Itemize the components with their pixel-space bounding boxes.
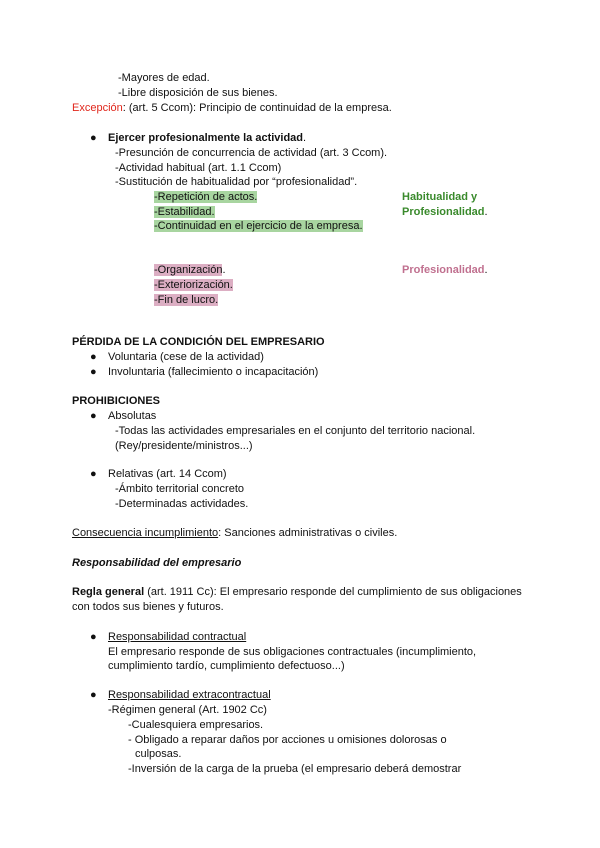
- list-item: Relativas (art. 14 Ccom): [108, 468, 227, 480]
- text-line: -Libre disposición de sus bienes.: [118, 87, 278, 99]
- green-label: Habitualidad y: [402, 191, 478, 203]
- bullet-icon: ●: [90, 631, 97, 643]
- text-line: - Obligado a reparar daños por acciones u omisiones dolorosas o: [128, 734, 447, 746]
- text-line: -Ámbito territorial concreto: [115, 483, 244, 495]
- text-line: cumplimiento tardío, cumplimiento defectuoso...): [108, 660, 345, 672]
- section-heading: PROHIBICIONES: [72, 395, 161, 407]
- exception-line: [72, 101, 392, 115]
- highlight-green-item: -Continuidad en el ejercicio de la empresa.: [154, 220, 363, 232]
- text-line: -Régimen general (Art. 1902 Cc): [108, 704, 267, 716]
- text-line: -Presunción de concurrencia de actividad (art. 3 Ccom).: [115, 147, 388, 159]
- text-line: -Inversión de la carga de la prueba (el empresario deberá demostrar: [128, 763, 462, 775]
- text-line: (Rey/presidente/ministros...): [115, 440, 253, 452]
- green-label: Profesionalidad.: [402, 206, 488, 218]
- text-line: -Sustitución de habitualidad por “profesionalidad”.: [115, 176, 358, 188]
- exception-text: : (art. 5 Ccom): Principio de continuidad de la empresa.: [122, 102, 392, 114]
- highlight-green-item: -Estabilidad.: [154, 206, 215, 218]
- text-line: El empresario responde de sus obligaciones contractuales (incumplimiento,: [108, 646, 477, 658]
- section-heading: Ejercer profesionalmente la actividad.: [108, 132, 307, 144]
- bullet-icon: ●: [90, 366, 97, 378]
- list-item: Voluntaria (cese de la actividad): [108, 351, 264, 363]
- pink-label: Profesionalidad.: [402, 264, 488, 276]
- text-line: -Actividad habitual (art. 1.1 Ccom): [115, 162, 282, 174]
- text-line: -Mayores de edad.: [118, 72, 210, 84]
- highlight-pink-item: -Organización.: [154, 264, 226, 276]
- bullet-icon: ●: [90, 351, 97, 363]
- highlight-pink-item: -Exteriorización.: [154, 279, 233, 291]
- text-line: culposas.: [135, 748, 182, 760]
- list-item: Absolutas: [108, 410, 157, 422]
- text-line: -Todas las actividades empresariales en el conjunto del territorio nacional.: [115, 425, 476, 437]
- text-line: -Cualesquiera empresarios.: [128, 719, 264, 731]
- bullet-icon: ●: [90, 468, 97, 480]
- exception-label: Excepción: [72, 102, 123, 114]
- highlight-pink-item: -Fin de lucro.: [154, 294, 219, 306]
- subheading: Responsabilidad contractual: [108, 631, 247, 643]
- section-heading: PÉRDIDA DE LA CONDICIÓN DEL EMPRESARIO: [72, 336, 325, 348]
- bullet-icon: ●: [90, 132, 97, 144]
- consequence-line: Consecuencia incumplimiento: Sanciones administrativas o civiles.: [72, 527, 398, 539]
- bullet-icon: ●: [90, 410, 97, 422]
- section-heading: Responsabilidad del empresario: [72, 557, 242, 569]
- highlight-green-item: -Repetición de actos.: [154, 191, 258, 203]
- text-line: con todos sus bienes y futuros.: [72, 601, 224, 613]
- bullet-icon: ●: [90, 689, 97, 701]
- text-line: Regla general (art. 1911 Cc): El empresario responde del cumplimiento de sus obligaciones: [72, 586, 522, 598]
- subheading: Responsabilidad extracontractual: [108, 689, 271, 701]
- list-item: Involuntaria (fallecimiento o incapacitación): [108, 366, 319, 378]
- text-line: -Determinadas actividades.: [115, 498, 249, 510]
